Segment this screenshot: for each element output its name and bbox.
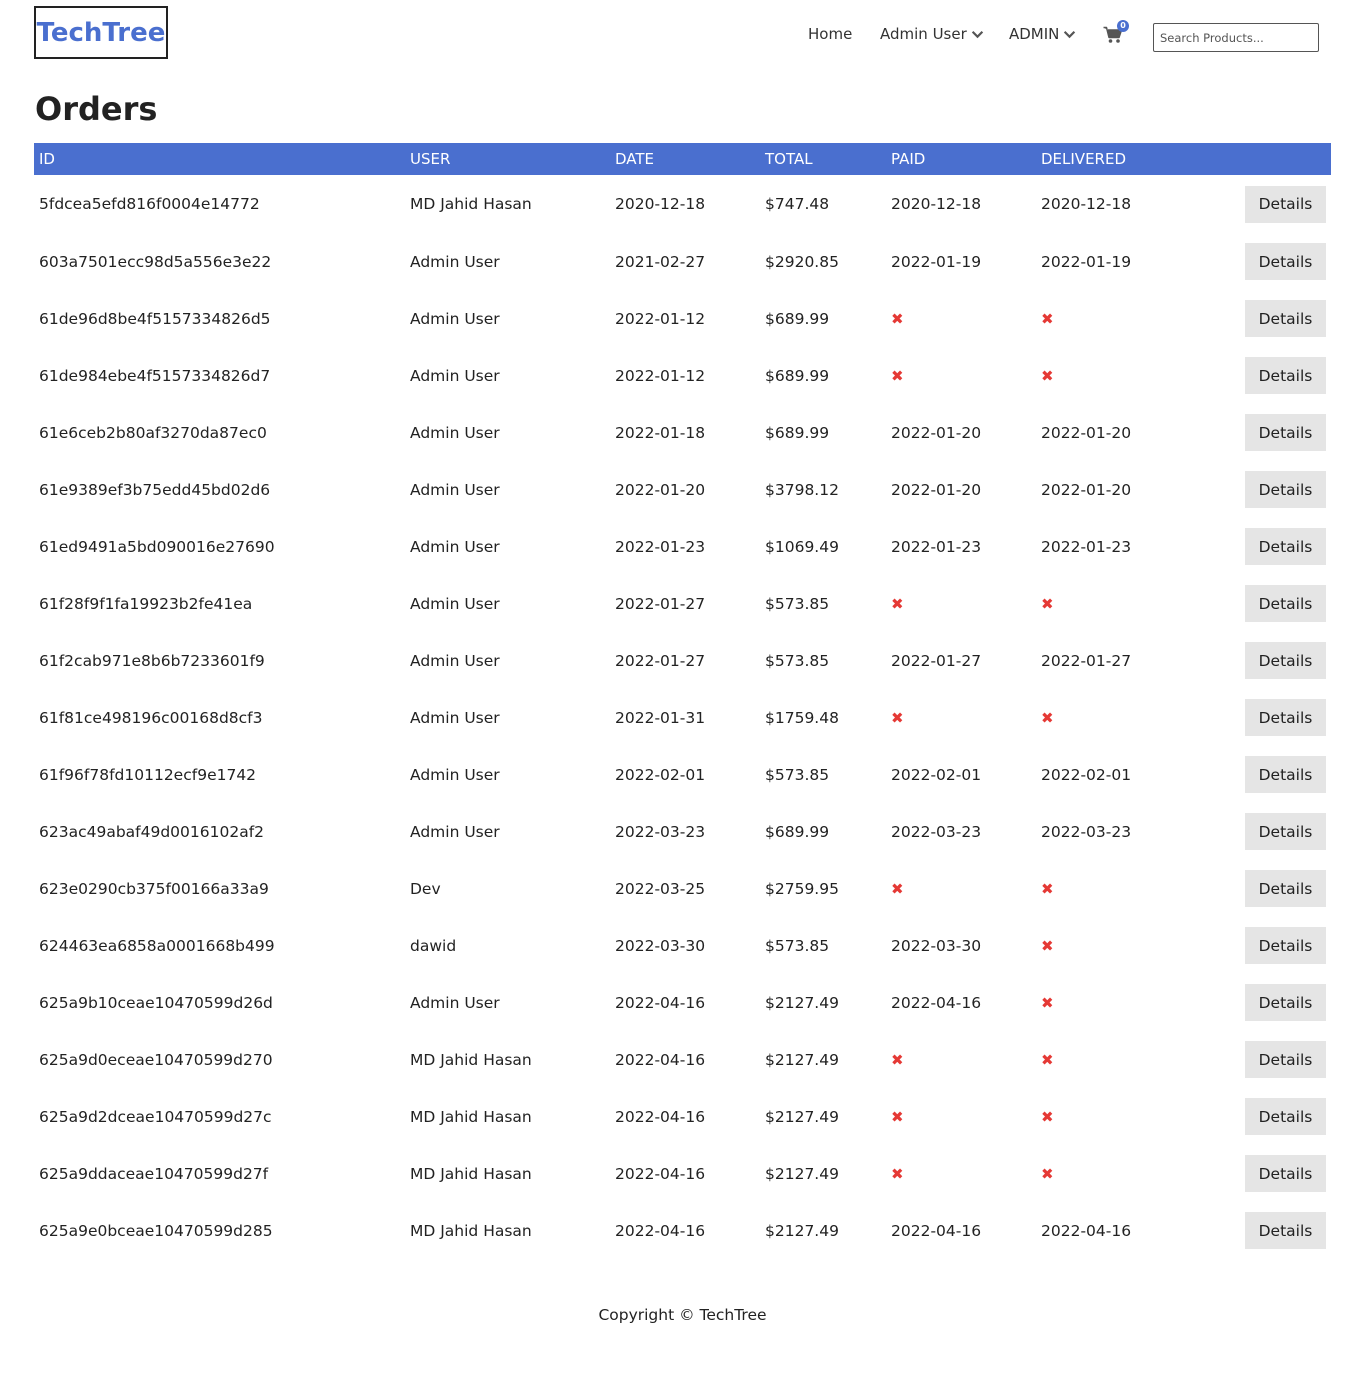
x-icon: ✖	[891, 1050, 904, 1069]
table-row	[34, 575, 1331, 632]
order-total-cell: $689.99	[765, 309, 830, 328]
nav-user-menu[interactable]	[880, 25, 984, 43]
order-user-cell: dawid	[410, 936, 457, 955]
x-icon: ✖	[1041, 708, 1054, 727]
x-icon: ✖	[1041, 1107, 1054, 1126]
order-delivered-cell	[1036, 575, 1186, 632]
order-date-cell: 2022-04-16	[615, 993, 706, 1012]
order-actions-cell	[1186, 518, 1331, 575]
order-id-cell: 61f96f78fd10112ecf9e1742	[39, 765, 257, 784]
x-icon: ✖	[891, 594, 904, 613]
order-actions-cell	[1186, 347, 1331, 404]
order-user-cell: Admin User	[410, 423, 500, 442]
cart-button[interactable]	[1103, 21, 1126, 48]
nav-admin-label: ADMIN	[1009, 25, 1060, 43]
order-paid-cell: 2022-04-16	[891, 993, 982, 1012]
x-icon: ✖	[1041, 993, 1054, 1012]
order-delivered-cell	[1036, 1145, 1186, 1202]
order-id-cell: 625a9b10ceae10470599d26d	[39, 993, 273, 1012]
order-user-cell: Admin User	[410, 993, 500, 1012]
order-total-cell: $1759.48	[765, 708, 839, 727]
order-date-cell: 2022-03-30	[615, 936, 706, 955]
order-paid-cell	[886, 1145, 1036, 1202]
x-icon: ✖	[891, 366, 904, 385]
details-button[interactable]: Details	[1245, 528, 1326, 565]
order-date-cell: 2022-04-16	[615, 1221, 706, 1240]
order-delivered-cell	[1036, 1031, 1186, 1088]
col-header-actions	[1186, 143, 1331, 175]
orders-table-body	[34, 175, 1331, 1259]
order-total-cell: $689.99	[765, 366, 830, 385]
order-paid-cell: 2022-01-20	[891, 480, 982, 499]
details-button[interactable]: Details	[1245, 186, 1326, 223]
x-icon: ✖	[1041, 1050, 1054, 1069]
order-paid-cell: 2022-04-16	[891, 1221, 982, 1240]
order-date-cell: 2022-01-18	[615, 423, 706, 442]
order-delivered-cell: 2022-01-19	[1041, 252, 1132, 271]
search-input[interactable]	[1153, 23, 1319, 52]
order-date-cell: 2022-04-16	[615, 1164, 706, 1183]
col-header-total[interactable]: TOTAL	[765, 150, 813, 168]
details-button[interactable]: Details	[1245, 699, 1326, 736]
order-actions-cell	[1186, 1088, 1331, 1145]
order-user-cell: Admin User	[410, 537, 500, 556]
order-id-cell: 61f28f9f1fa19923b2fe41ea	[39, 594, 253, 613]
table-row	[34, 1145, 1331, 1202]
order-user-cell: MD Jahid Hasan	[410, 1107, 532, 1126]
order-actions-cell	[1186, 917, 1331, 974]
col-header-paid[interactable]: PAID	[891, 150, 926, 168]
order-total-cell: $2127.49	[765, 1107, 839, 1126]
order-user-cell: MD Jahid Hasan	[410, 1050, 532, 1069]
details-button[interactable]: Details	[1245, 642, 1326, 679]
order-id-cell: 625a9d2dceae10470599d27c	[39, 1107, 272, 1126]
order-user-cell: Admin User	[410, 594, 500, 613]
details-button[interactable]: Details	[1245, 1098, 1326, 1135]
order-date-cell: 2020-12-18	[615, 195, 706, 213]
order-paid-cell	[886, 290, 1036, 347]
order-user-cell: Admin User	[410, 765, 500, 784]
col-header-id[interactable]: ID	[39, 150, 55, 168]
order-actions-cell	[1186, 461, 1331, 518]
order-paid-cell: 2022-01-23	[891, 537, 982, 556]
order-delivered-cell	[1036, 917, 1186, 974]
order-date-cell: 2022-04-16	[615, 1050, 706, 1069]
order-total-cell: $2127.49	[765, 1164, 839, 1183]
order-actions-cell	[1186, 404, 1331, 461]
orders-table-container	[34, 143, 1331, 1259]
nav-home-link[interactable]	[808, 25, 852, 43]
details-button[interactable]: Details	[1245, 1155, 1326, 1192]
order-date-cell: 2021-02-27	[615, 252, 706, 271]
table-row	[34, 1031, 1331, 1088]
order-user-cell: Admin User	[410, 651, 500, 670]
table-row	[34, 632, 1331, 689]
order-date-cell: 2022-01-27	[615, 594, 706, 613]
order-id-cell: 624463ea6858a0001668b499	[39, 936, 275, 955]
order-user-cell: Admin User	[410, 252, 500, 271]
order-delivered-cell	[1036, 347, 1186, 404]
order-delivered-cell: 2022-01-20	[1041, 480, 1132, 499]
order-user-cell: Admin User	[410, 822, 500, 841]
order-user-cell: Admin User	[410, 366, 500, 385]
order-id-cell: 61e9389ef3b75edd45bd02d6	[39, 480, 271, 499]
order-actions-cell	[1186, 233, 1331, 290]
order-id-cell: 625a9d0eceae10470599d270	[39, 1050, 273, 1069]
order-delivered-cell	[1036, 974, 1186, 1031]
details-button[interactable]: Details	[1245, 300, 1326, 337]
order-date-cell: 2022-01-20	[615, 480, 706, 499]
table-row	[34, 917, 1331, 974]
order-user-cell: Dev	[410, 879, 441, 898]
order-delivered-cell	[1036, 1088, 1186, 1145]
order-delivered-cell: 2022-04-16	[1041, 1221, 1132, 1240]
order-date-cell: 2022-02-01	[615, 765, 706, 784]
details-button[interactable]: Details	[1245, 870, 1326, 907]
order-delivered-cell: 2022-01-23	[1041, 537, 1132, 556]
order-id-cell: 623ac49abaf49d0016102af2	[39, 822, 265, 841]
order-paid-cell: 2022-03-30	[891, 936, 982, 955]
table-row	[34, 746, 1331, 803]
order-actions-cell	[1186, 1202, 1331, 1259]
table-row	[34, 803, 1331, 860]
order-total-cell: $2127.49	[765, 993, 839, 1012]
details-button[interactable]: Details	[1245, 357, 1326, 394]
order-actions-cell	[1186, 860, 1331, 917]
order-date-cell: 2022-01-12	[615, 309, 706, 328]
order-user-cell: MD Jahid Hasan	[410, 195, 532, 213]
nav-user-label: Admin User	[880, 25, 967, 43]
order-id-cell: 625a9e0bceae10470599d285	[39, 1221, 273, 1240]
table-row	[34, 404, 1331, 461]
order-id-cell: 5fdcea5efd816f0004e14772	[39, 195, 260, 213]
order-actions-cell	[1186, 689, 1331, 746]
col-header-delivered[interactable]: DELIVERED	[1041, 150, 1126, 168]
order-actions-cell	[1186, 175, 1331, 233]
table-header-row	[34, 143, 1331, 175]
x-icon: ✖	[1041, 1164, 1054, 1183]
order-paid-cell: 2022-03-23	[891, 822, 982, 841]
table-row	[34, 689, 1331, 746]
x-icon: ✖	[1041, 366, 1054, 385]
order-id-cell: 61f81ce498196c00168d8cf3	[39, 708, 263, 727]
order-user-cell: MD Jahid Hasan	[410, 1221, 532, 1240]
order-delivered-cell	[1036, 290, 1186, 347]
order-actions-cell	[1186, 575, 1331, 632]
table-row	[34, 347, 1331, 404]
x-icon: ✖	[1041, 594, 1054, 613]
order-total-cell: $689.99	[765, 822, 830, 841]
order-total-cell: $573.85	[765, 651, 830, 670]
order-paid-cell	[886, 575, 1036, 632]
order-total-cell: $2127.49	[765, 1221, 839, 1240]
order-paid-cell	[886, 689, 1036, 746]
order-id-cell: 61ed9491a5bd090016e27690	[39, 537, 275, 556]
x-icon: ✖	[891, 708, 904, 727]
details-button[interactable]: Details	[1245, 756, 1326, 793]
x-icon: ✖	[891, 1164, 904, 1183]
footer-copyright: Copyright © TechTree	[598, 1306, 767, 1324]
order-paid-cell: 2022-01-19	[891, 252, 982, 271]
order-paid-cell: 2022-02-01	[891, 765, 982, 784]
order-actions-cell	[1186, 290, 1331, 347]
x-icon: ✖	[1041, 309, 1054, 328]
details-button[interactable]: Details	[1245, 585, 1326, 622]
order-date-cell: 2022-01-31	[615, 708, 706, 727]
order-user-cell: MD Jahid Hasan	[410, 1164, 532, 1183]
x-icon: ✖	[891, 309, 904, 328]
table-row	[34, 860, 1331, 917]
order-total-cell: $689.99	[765, 423, 830, 442]
table-row	[34, 233, 1331, 290]
order-paid-cell: 2022-01-20	[891, 423, 982, 442]
x-icon: ✖	[891, 879, 904, 898]
table-row	[34, 1202, 1331, 1259]
order-total-cell: $3798.12	[765, 480, 839, 499]
order-total-cell: $2920.85	[765, 252, 839, 271]
order-id-cell: 61f2cab971e8b6b7233601f9	[39, 651, 265, 670]
order-user-cell: Admin User	[410, 480, 500, 499]
order-delivered-cell: 2022-03-23	[1041, 822, 1132, 841]
table-row	[34, 175, 1331, 233]
details-button[interactable]: Details	[1245, 1041, 1326, 1078]
order-delivered-cell: 2022-02-01	[1041, 765, 1132, 784]
order-paid-cell	[886, 1031, 1036, 1088]
details-button[interactable]: Details	[1245, 471, 1326, 508]
order-date-cell: 2022-01-27	[615, 651, 706, 670]
order-total-cell: $2759.95	[765, 879, 839, 898]
order-actions-cell	[1186, 1145, 1331, 1202]
table-row	[34, 1088, 1331, 1145]
cart-count-badge: 0	[1117, 20, 1129, 32]
order-id-cell: 61e6ceb2b80af3270da87ec0	[39, 423, 267, 442]
order-id-cell: 623e0290cb375f00166a33a9	[39, 879, 269, 898]
table-row	[34, 974, 1331, 1031]
order-actions-cell	[1186, 803, 1331, 860]
table-row	[34, 518, 1331, 575]
order-total-cell: $2127.49	[765, 1050, 839, 1069]
order-paid-cell: 2020-12-18	[891, 195, 982, 213]
details-button[interactable]: Details	[1245, 1212, 1326, 1249]
order-paid-cell: 2022-01-27	[891, 651, 982, 670]
order-date-cell: 2022-01-12	[615, 366, 706, 385]
order-delivered-cell: 2020-12-18	[1041, 195, 1132, 213]
order-total-cell: $1069.49	[765, 537, 839, 556]
order-date-cell: 2022-03-23	[615, 822, 706, 841]
order-id-cell: 61de984ebe4f5157334826d7	[39, 366, 271, 385]
order-total-cell: $747.48	[765, 195, 830, 213]
order-actions-cell	[1186, 632, 1331, 689]
order-date-cell: 2022-03-25	[615, 879, 706, 898]
brand-logo[interactable]: TechTree	[34, 6, 168, 59]
table-row	[34, 290, 1331, 347]
orders-table	[34, 143, 1331, 1259]
order-paid-cell	[886, 860, 1036, 917]
col-header-date[interactable]: DATE	[615, 150, 655, 168]
order-delivered-cell	[1036, 860, 1186, 917]
details-button[interactable]: Details	[1245, 813, 1326, 850]
details-button[interactable]: Details	[1245, 984, 1326, 1021]
table-row	[34, 461, 1331, 518]
x-icon: ✖	[891, 1107, 904, 1126]
order-date-cell: 2022-01-23	[615, 537, 706, 556]
order-user-cell: Admin User	[410, 708, 500, 727]
x-icon: ✖	[1041, 936, 1054, 955]
chevron-down-icon	[971, 28, 984, 41]
details-button[interactable]: Details	[1245, 243, 1326, 280]
details-button[interactable]: Details	[1245, 414, 1326, 451]
order-id-cell: 61de96d8be4f5157334826d5	[39, 309, 271, 328]
order-delivered-cell: 2022-01-27	[1041, 651, 1132, 670]
order-actions-cell	[1186, 746, 1331, 803]
order-paid-cell	[886, 347, 1036, 404]
col-header-user[interactable]: USER	[410, 150, 451, 168]
order-user-cell: Admin User	[410, 309, 500, 328]
order-delivered-cell: 2022-01-20	[1041, 423, 1132, 442]
details-button[interactable]: Details	[1245, 927, 1326, 964]
order-id-cell: 603a7501ecc98d5a556e3e22	[39, 252, 272, 271]
order-paid-cell	[886, 1088, 1036, 1145]
order-date-cell: 2022-04-16	[615, 1107, 706, 1126]
x-icon: ✖	[1041, 879, 1054, 898]
order-total-cell: $573.85	[765, 594, 830, 613]
nav-home-label: Home	[808, 25, 853, 43]
order-total-cell: $573.85	[765, 936, 830, 955]
page-title: Orders	[35, 90, 158, 128]
order-delivered-cell	[1036, 689, 1186, 746]
order-actions-cell	[1186, 974, 1331, 1031]
chevron-down-icon	[1063, 28, 1076, 41]
order-id-cell: 625a9ddaceae10470599d27f	[39, 1164, 269, 1183]
nav-admin-menu[interactable]	[1009, 25, 1076, 43]
order-total-cell: $573.85	[765, 765, 830, 784]
order-actions-cell	[1186, 1031, 1331, 1088]
